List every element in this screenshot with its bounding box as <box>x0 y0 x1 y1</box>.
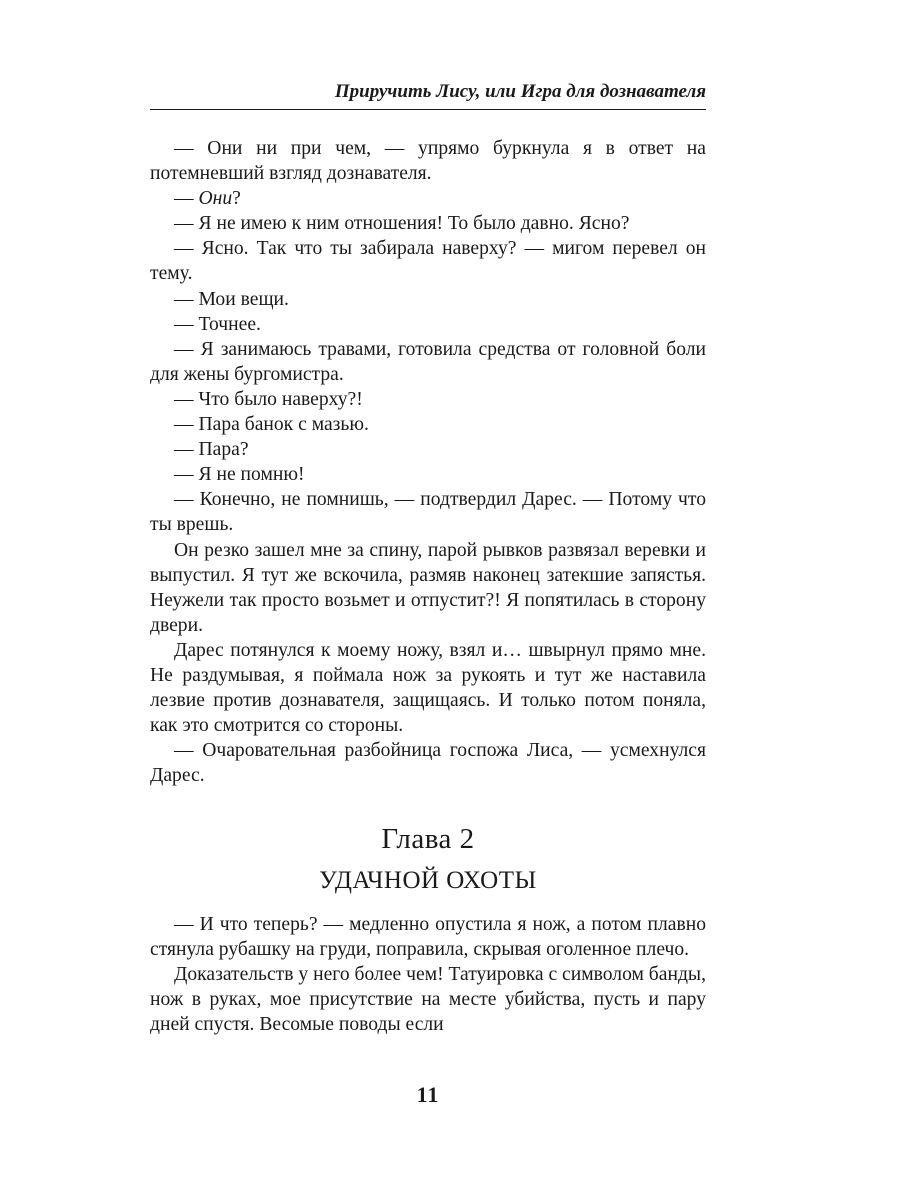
paragraph: — Очаровательная разбойница госпожа Лиса, — усмехнулся Дарес. <box>150 740 706 787</box>
paragraph: — Я не помню! <box>174 464 305 486</box>
paragraph: — Я не имею к ним отношения! То было давно. Ясно? <box>174 213 630 235</box>
paragraph: — Они ни при чем, — упрямо буркнула я в ответ на потемневший взгляд дознавателя. <box>150 138 706 185</box>
paragraph: — Они? <box>174 188 241 210</box>
paragraph: — Что было наверху?! <box>174 388 363 410</box>
chapter-subtitle: УДАЧНОЙ ОХОТЫ <box>319 867 537 894</box>
text-block-before-chapter <box>150 136 706 788</box>
paragraph: — Пара банок с мазью. <box>174 414 369 436</box>
page-number: 11 <box>416 1082 440 1107</box>
italic-word: Они <box>198 188 233 210</box>
paragraph: — Ясно. Так что ты забирала наверху? — мигом перевел он тему. <box>150 238 706 285</box>
running-header: Приручить Лису, или Игра для дознавателя <box>150 80 706 110</box>
paragraph: — Мои вещи. <box>174 288 289 310</box>
text-block-after-chapter <box>150 912 706 1037</box>
paragraph: — И что теперь? — медленно опустила я нож, а потом плавно стянула рубашку на груди, поправила, скрывая оголенное плечо. <box>150 914 706 961</box>
chapter-title: Глава 2 <box>381 823 475 855</box>
paragraph: — Пара? <box>174 439 249 461</box>
paragraph: — Конечно, не помнишь, — подтвердил Дарес. — Потому что ты врешь. <box>150 489 706 536</box>
paragraph: Он резко зашел мне за спину, парой рывков развязал веревки и выпустил. Я тут же вскочила, размяв наконец затекшие запястья. Неужели так просто возьмет и отпустит?! Я попятилась в сторону двери. <box>150 539 706 636</box>
paragraph: Дарес потянулся к моему ножу, взял и… швырнул прямо мне. Не раздумывая, я поймала нож за рукоять и тут же наставила лезвие против дознавателя, защищаясь. И только потом поняла, как это смотрится со стороны. <box>150 639 706 737</box>
paragraph: Доказательств у него более чем! Татуировка с символом банды, нож в руках, мое присутствие на месте убийства, пусть и пару дней спустя. Весомые поводы если <box>150 964 706 1036</box>
paragraph: — Точнее. <box>174 313 261 335</box>
paragraph: — Я занимаюсь травами, готовила средства от головной боли для жены бургомистра. <box>150 338 706 385</box>
